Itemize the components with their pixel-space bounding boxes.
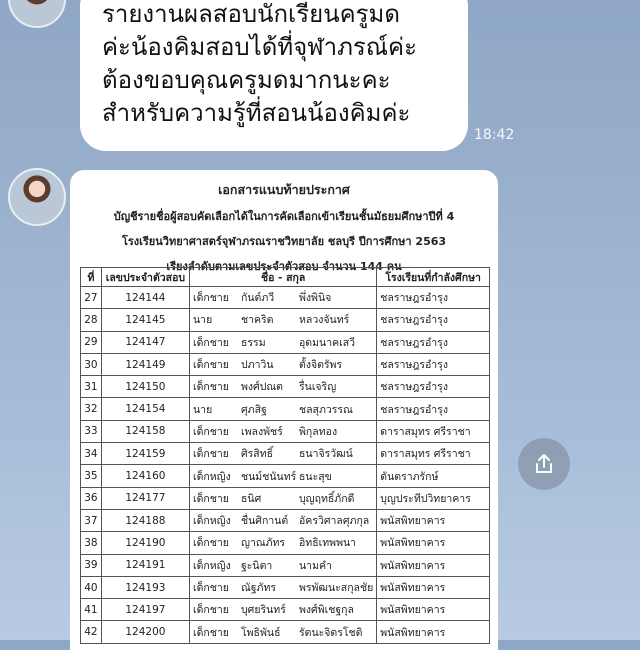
name-first: ปภาวิน xyxy=(241,359,274,372)
student-name xyxy=(190,331,377,353)
table-row xyxy=(81,398,490,420)
table-row xyxy=(81,353,490,375)
name-last: บุญฤทธิ์ภักดี xyxy=(299,492,355,505)
message-bubble[interactable] xyxy=(80,0,468,151)
row-number: 41 xyxy=(81,599,102,621)
name-title: เด็กชาย xyxy=(193,582,229,594)
name-title: เด็กชาย xyxy=(193,492,229,505)
name-first: ธรรม xyxy=(241,336,266,349)
exam-id: 124149 xyxy=(101,353,189,375)
message-line: สำหรับความรู้ที่สอนน้องคิมค่ะ xyxy=(102,99,411,127)
school-name: ชลราษฎรอำรุง xyxy=(377,376,490,398)
student-name xyxy=(190,287,377,309)
document-subtitle: โรงเรียนวิทยาศาสตร์จุฬาภรณราชวิทยาลัย ชลบุรี ปีการศึกษา 2563 xyxy=(121,235,447,248)
student-name xyxy=(190,509,377,531)
school-name: ดาราสมุทร ศรีราชา xyxy=(377,443,490,465)
table-row xyxy=(81,376,490,398)
student-name xyxy=(190,376,377,398)
name-last: พึ่งพินิจ xyxy=(299,292,332,305)
name-first: ณัฐภัทร xyxy=(241,582,277,594)
school-name: ชลราษฎรอำรุง xyxy=(377,309,490,331)
school-name: พนัสพิทยาคาร xyxy=(377,621,490,643)
exam-id: 124190 xyxy=(101,532,189,554)
document-header xyxy=(70,180,498,275)
exam-id: 124177 xyxy=(101,487,189,509)
table-row xyxy=(81,465,490,487)
row-number: 36 xyxy=(81,487,102,509)
name-first: กันต์ภวี xyxy=(241,292,275,305)
school-name: พนัสพิทยาคาร xyxy=(377,599,490,621)
student-name xyxy=(190,309,377,331)
name-last: ธนะสุข xyxy=(299,470,332,483)
message-line: ต้องขอบคุณครูมดมากนะคะ xyxy=(102,66,391,94)
school-name: พนัสพิทยาคาร xyxy=(377,509,490,531)
name-title: เด็กชาย xyxy=(193,425,229,438)
school-name: ดันตราภรักษ์ xyxy=(377,465,490,487)
table-row xyxy=(81,443,490,465)
exam-id: 124154 xyxy=(101,398,189,420)
table-row xyxy=(81,532,490,554)
name-last: ชลสุภวรรณ xyxy=(299,403,353,416)
sender-avatar[interactable] xyxy=(8,168,66,226)
name-first: โพธิพันธ์ xyxy=(241,626,281,639)
name-first: ธนิศ xyxy=(241,492,262,505)
student-name xyxy=(190,487,377,509)
row-number: 32 xyxy=(81,398,102,420)
row-number: 42 xyxy=(81,621,102,643)
column-header: โรงเรียนที่กำลังศึกษา xyxy=(377,268,490,287)
results-table xyxy=(80,267,490,644)
exam-id: 124159 xyxy=(101,443,189,465)
sender-avatar[interactable] xyxy=(8,0,66,28)
name-first: ชนม์ชนันทร์ xyxy=(241,470,297,483)
exam-id: 124191 xyxy=(101,554,189,576)
name-title: นาย xyxy=(193,403,213,416)
name-last: พงศ์พิเชฐกุล xyxy=(299,604,354,617)
school-name: พนัสพิทยาคาร xyxy=(377,576,490,598)
table-row xyxy=(81,487,490,509)
row-number: 40 xyxy=(81,576,102,598)
exam-id: 124150 xyxy=(101,376,189,398)
name-last: พรพัฒนะสกุลชัย xyxy=(299,582,374,594)
exam-id: 124197 xyxy=(101,599,189,621)
message-line: รายงานผลสอบนักเรียนครูมด xyxy=(102,0,400,28)
column-header: ชื่อ - สกุล xyxy=(190,268,377,287)
name-title: เด็กชาย xyxy=(193,448,229,461)
exam-id: 124160 xyxy=(101,465,189,487)
name-first: เพลงพัชร์ xyxy=(241,425,283,438)
school-name: ชลราษฎรอำรุง xyxy=(377,353,490,375)
image-message[interactable] xyxy=(70,170,498,650)
name-last: ตั้งจิตรัพร xyxy=(299,359,343,372)
row-number: 27 xyxy=(81,287,102,309)
student-name xyxy=(190,398,377,420)
name-first: ศุภสิฐ xyxy=(241,403,267,416)
school-name: ชลราษฎรอำรุง xyxy=(377,287,490,309)
name-title: นาย xyxy=(193,314,213,327)
exam-id: 124188 xyxy=(101,509,189,531)
row-number: 28 xyxy=(81,309,102,331)
message-line: ค่ะน้องคิมสอบได้ที่จุฬาภรณ์ค่ะ xyxy=(102,33,417,61)
student-name xyxy=(190,443,377,465)
student-name xyxy=(190,599,377,621)
exam-id: 124158 xyxy=(101,420,189,442)
table-row xyxy=(81,287,490,309)
row-number: 33 xyxy=(81,420,102,442)
row-number: 31 xyxy=(81,376,102,398)
message-timestamp: 18:42 xyxy=(474,127,515,143)
row-number: 37 xyxy=(81,509,102,531)
name-title: เด็กหญิง xyxy=(193,559,231,572)
share-button[interactable] xyxy=(518,438,570,490)
name-title: เด็กชาย xyxy=(193,336,229,349)
table-row xyxy=(81,331,490,353)
exam-id: 124200 xyxy=(101,621,189,643)
name-first: ญาณภัทร xyxy=(241,537,286,550)
name-title: เด็กชาย xyxy=(193,292,229,305)
name-first: บุศยรินทร์ xyxy=(241,604,286,617)
row-number: 30 xyxy=(81,353,102,375)
name-first: ชาคริต xyxy=(241,314,274,327)
name-title: เด็กชาย xyxy=(193,359,229,372)
name-title: เด็กชาย xyxy=(193,604,229,617)
exam-id: 124145 xyxy=(101,309,189,331)
table-row xyxy=(81,509,490,531)
document-subtitle: บัญชีรายชื่อผู้สอบคัดเลือกได้ในการคัดเลือกเข้าเรียนชั้นมัธยมศึกษาปีที่ 4 xyxy=(113,210,455,223)
row-number: 35 xyxy=(81,465,102,487)
school-name: บุญประทีปวิทยาคาร xyxy=(377,487,490,509)
name-last: อิทธิเทพพนา xyxy=(299,537,357,550)
name-last: หลวงจันทร์ xyxy=(299,314,350,327)
school-name: ชลราษฎรอำรุง xyxy=(377,331,490,353)
name-title: เด็กชาย xyxy=(193,381,229,394)
table-row xyxy=(81,576,490,598)
school-name: ดาราสมุทร ศรีราชา xyxy=(377,420,490,442)
student-name xyxy=(190,465,377,487)
name-first: ฐะนิตา xyxy=(241,559,273,572)
student-name xyxy=(190,576,377,598)
exam-id: 124193 xyxy=(101,576,189,598)
name-first: ชื่นศิกานต์ xyxy=(241,515,289,528)
row-number: 38 xyxy=(81,532,102,554)
table-header-row xyxy=(81,268,490,287)
table-row xyxy=(81,599,490,621)
row-number: 29 xyxy=(81,331,102,353)
name-first: ศิรสิทธิ์ xyxy=(241,448,274,461)
school-name: พนัสพิทยาคาร xyxy=(377,532,490,554)
name-title: เด็กชาย xyxy=(193,537,229,550)
table-row xyxy=(81,309,490,331)
column-header: เลขประจำตัวสอบ xyxy=(101,268,189,287)
row-number: 39 xyxy=(81,554,102,576)
share-icon xyxy=(532,452,556,476)
name-last: รัตนะจิตรโชติ xyxy=(299,626,363,639)
exam-id: 124144 xyxy=(101,287,189,309)
table-row xyxy=(81,554,490,576)
name-title: เด็กหญิง xyxy=(193,470,231,483)
name-last: รื่นเจริญ xyxy=(299,381,337,394)
name-title: เด็กหญิง xyxy=(193,515,231,528)
student-name xyxy=(190,353,377,375)
name-last: ธนาจิรวัฒน์ xyxy=(299,448,353,461)
exam-id: 124147 xyxy=(101,331,189,353)
name-last: พิกุลทอง xyxy=(299,425,338,438)
school-name: พนัสพิทยาคาร xyxy=(377,554,490,576)
name-first: พงศ์ปณต xyxy=(241,381,283,394)
document-subtitle: เรียงลำดับตามเลขประจำตัวสอบ จำนวน 144 คน xyxy=(166,260,402,273)
student-name xyxy=(190,420,377,442)
name-last: นามคำ xyxy=(299,559,332,572)
name-title: เด็กชาย xyxy=(193,626,229,639)
name-last: อัครวิศาลศุภกุล xyxy=(299,515,370,528)
document-title: เอกสารแนบท้ายประกาศ xyxy=(218,182,350,197)
row-number: 34 xyxy=(81,443,102,465)
school-name: ชลราษฎรอำรุง xyxy=(377,398,490,420)
column-header: ที่ xyxy=(81,268,102,287)
student-name xyxy=(190,532,377,554)
table-row xyxy=(81,420,490,442)
name-last: อุดมนาคเสวี xyxy=(299,336,356,349)
student-name xyxy=(190,554,377,576)
